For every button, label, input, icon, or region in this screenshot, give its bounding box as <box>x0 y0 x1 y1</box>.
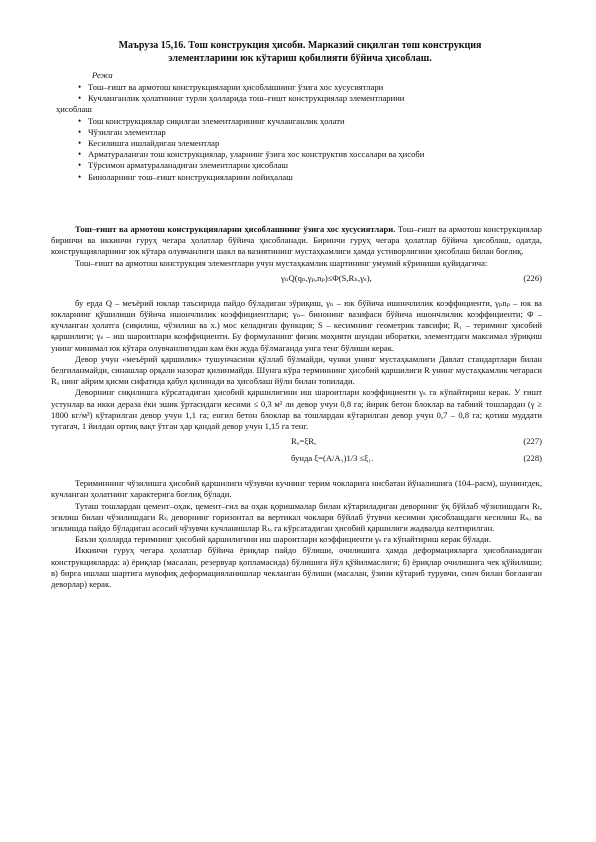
plan-item-continuation: ҳисоблаш <box>56 104 92 115</box>
plan-item: • Кесилишга ишлайдиган элементлар <box>72 138 542 149</box>
formula-number: (226) <box>523 272 542 283</box>
paragraph <box>51 224 542 258</box>
plan-label: Режа <box>92 70 113 80</box>
paragraph-text: Тош–ғишт ва армотош конструкциялар биринчи ва иккинчи гуруҳ чегара ҳолатлар бўйича ҳисобланади. Биринчи гуруҳ чегара ҳолатлар бўйича ҳисоблаш, одатда, конструкцияларнинг юк кўтара олувчанлиги шакл ва вазиятининг мустаҳкамлиги ҳамда устиворлигини ҳисоблаш билан боғлиқ. <box>51 224 542 257</box>
paragraph: Деворнинг сиқилишга кўрсатадиган ҳисобий қаршилигини иш шароитлари коэффициенти γₛ га кўпайтириш керак. У ғишт устунлар ва икки дераза ёки эшик ўртасидаги кесими ≤ 0,3 м² ли девор учун 0,8 га; йирик бетон блоклар ва табиий тошлардан (γ ≥ 1800 кг/м³) кўтарилган девор учун 1,1 га; енгил бетон блоклар ва тошлардан кўтарилган девор учун 0,7 – 0,8 га; қотиш муддати тугагач, 1 йилдан ортиқ вақт ўтган ҳар қандай девор учун 1,15 га тенг. <box>51 387 542 432</box>
lecture-title: Маъруза 15,16. Тош конструкция ҳисоби. Марказий сиқилган тош конструкция элементларини юк кўтариш қобилияти бўйича ҳисоблаш. <box>118 40 482 64</box>
plan-item <box>56 93 542 115</box>
plan-item: • Арматураланган тош конструкциялар, уларнинг ўзига хос конструктив хоссалари ва ҳисоби <box>72 149 542 160</box>
plan-item-text: Кучланганлик ҳолатининг турли ҳолларида тош–ғишт конструкциялар элементларини <box>88 93 405 104</box>
paragraph: Тош–ғишт ва армотош конструкция элементлари учун мустаҳкамлик шартининг умумий кўриниши қуйидагича: <box>75 257 488 268</box>
lecture-body <box>51 224 542 590</box>
formula-expression: Rᵤ=ξR, <box>291 436 317 447</box>
plan-item: • Тош конструкциялар сиқилган элементларининг кучланганлик ҳолати <box>72 116 542 127</box>
section-heading: Тош–ғишт ва армотош конструкцияларни ҳисоблашнинг ўзига хос хусусиятлари. <box>75 224 396 234</box>
formula-227 <box>51 435 542 449</box>
paragraph: Иккинчи гуруҳ чегара ҳолатлар бўйича ёриқлар пайдо бўлиши, очилишига ҳамда деформацияларга ҳисобланадиган конструкцияларда: а) ёриқлар (масалан, резервуар қопламасида) бўлишига йўл қўйилмаслиги; б) ёриқлар очилишига чек қўйилиши; в) бирга ишлаш шартига мувофиқ деформацияланишлар чекланган бўлиши (масалан, ўзини кўтариб турувчи, синч билан боғланган деворлар) керак. <box>51 545 542 590</box>
paragraph: Териминнинг чўзилишга ҳисобий қаршилиги чўзувчи кучнинг терим чокларига нисбатан йўналишига (104–расм), шунингдек, кучланган ҳолатнинг характерига боғлиқ бўлади. <box>51 478 542 500</box>
formula-expression: бунда ξ=(A/A₁)1/3 ≤ξ₁. <box>291 453 374 464</box>
plan-item: • Тош–ғишт ва армотош конструкцияларни ҳисоблашнинг ўзига хос хусусиятлари <box>72 82 542 93</box>
paragraph: Туташ тошлардан цемент–оҳак, цемент–гил ва оҳак қоришмалар билан кўтариладиган деворнинг ўқ бўйлаб чўзилишдаги Rₜ, эгилиш билан чўзилишдаги Rₜᵢ деворнинг горизонтал ва вертикал чоклари бўйлаб ўтувчи кесимни ҳисоблашдаги кесилиш Rₛₒ ва эгилишда пайдо бўладиган асосий чўзувчи кучланишлар Rₜₒ га кўрсатадиган ҳисобий қаршилиги жадвалда келтирилган. <box>51 500 542 534</box>
paragraph: Девор учун «меъёрий қаршилик» тушунчасини қўллаб бўлмайди, чунки унинг мустаҳкамлиги Давлат стандартлари билан белгиланмайди, синашлар орқали назорат қилинмайди. Шунга кўра терминнинг ҳисобий қаршилиги R унинг мустаҳкамлик чегараси Rᵤ нинг айрим қисми сифатида қабул қилинади ва ҳисоблаш йўли билан топилади. <box>51 353 542 387</box>
plan-item: • Тўрсимон арматураланадиган элементларни ҳисоблаш <box>72 160 542 171</box>
formula-226 <box>51 272 542 286</box>
formula-number: (227) <box>523 436 542 447</box>
paragraph: Баъзи ҳолларда теримнинг ҳисобий қаршилигини иш шароитлари коэффициенти γₛ га кўпайтириш керак бўлади. <box>75 534 491 545</box>
paragraph: бу ерда Q – меъёрий юклар таъсирида пайдо бўладиган зўриқиш, γₙ – юк бўйича ишончлилик коэффициенти, γₚnₚ – юк ва юкларнинг қўшилиши бўйича ишончлилик коэффициентлари; γₙ– бинонинг вазифаси бўйича ишончлилик коэффициенти; Φ – кучланган ҳолатга (сиқилиш, чўзилиш ва х.) мос келадиган функция; S – кесимнинг геометрик тавсифи; R₁ – териминг ҳисобий қаршилиги; γₛ – иш шароитлари коэффициенти. Бу формуланинг физик моҳияти шундан иборатки, элементдаги максимал зўриқиш унинг минимал юк кўтара олувчанлигидан кам ёки жуда бўлмаганда унга тенг бўлиши керак. <box>51 297 542 353</box>
formula-number: (228) <box>523 453 542 464</box>
plan-item: • Чўзилган элементлар <box>72 127 542 138</box>
formula-expression: γₙQ(qₙ,γₚ,nₚ)≤Φ(S,Rₙ,γₛ), <box>281 272 372 283</box>
plan-list <box>56 82 542 183</box>
formula-228 <box>51 452 542 466</box>
plan-item: • Биноларнинг тош–ғишт конструкцияларини лойиҳалаш <box>72 172 542 183</box>
